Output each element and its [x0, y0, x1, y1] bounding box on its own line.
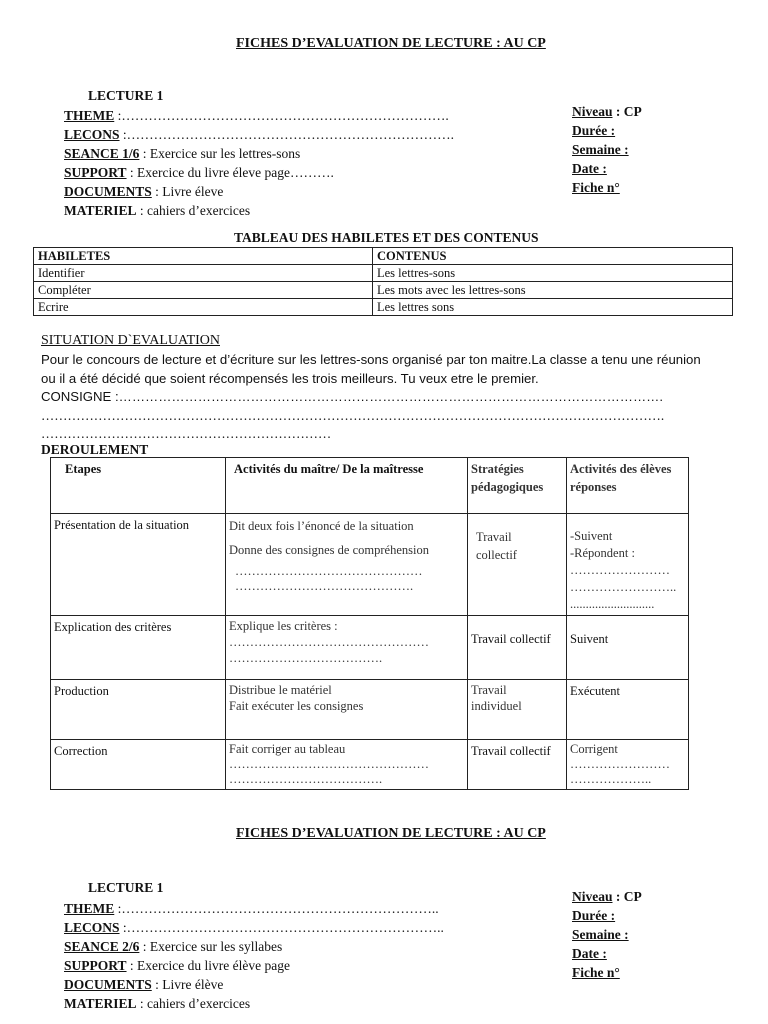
maitre-line: Explique les critères :: [229, 619, 338, 633]
table-cell: Suivent: [567, 616, 689, 680]
theme-value: :……………………………………………………………….: [114, 108, 449, 123]
theme-label: THEME: [64, 108, 115, 123]
strategie-line: individuel: [471, 699, 522, 713]
table-cell: Travail collectif: [468, 740, 567, 790]
maitre-dots: …………………………………………: [229, 635, 429, 649]
date-label: Date :: [572, 161, 607, 176]
situation-title: SITUATION D`EVALUATION: [41, 333, 220, 348]
table-row: [51, 740, 689, 790]
table-row: [34, 282, 733, 299]
table-header-cell: [567, 458, 689, 514]
materiel-value: : cahiers d’exercices: [136, 996, 251, 1011]
table-cell: [226, 616, 468, 680]
table-header-cell: HABILETES: [34, 248, 373, 265]
eleves-dots: ………………..: [570, 772, 652, 786]
table-cell: Ecrire: [34, 299, 373, 316]
documents-label: DOCUMENTS: [64, 184, 152, 199]
theme-label: THEME: [64, 901, 115, 916]
document-title-2: FICHES D’EVALUATION DE LECTURE : AU CP: [236, 826, 546, 841]
eleves-line: Corrigent: [570, 742, 618, 756]
table-cell: [226, 740, 468, 790]
documents-label: DOCUMENTS: [64, 977, 152, 992]
documents-value: : Livre élève: [151, 977, 224, 992]
niveau-value: : CP: [612, 889, 642, 904]
maitre-dots: …………………………………………: [229, 757, 429, 771]
deroulement-table: [50, 457, 689, 790]
strategie-line: Travail: [476, 530, 512, 544]
table-cell: Exécutent: [567, 680, 689, 740]
fiche-label: Fiche n°: [572, 180, 620, 195]
deroulement-title: DEROULEMENT: [41, 442, 149, 457]
maitre-line: Distribue le matériel: [229, 683, 332, 697]
table-row: [51, 680, 689, 740]
semaine-label: Semaine :: [572, 142, 629, 157]
table-row: [34, 299, 733, 316]
table-cell: [468, 680, 567, 740]
maitre-line: Donne des consignes de compréhension: [229, 543, 429, 557]
table-header-row: [51, 458, 689, 514]
table-header-cell: Activités du maître/ De la maîtresse: [226, 458, 468, 514]
habiletes-table: [33, 247, 733, 316]
documents-value: : Livre éleve: [151, 184, 224, 199]
niveau-line-2: [572, 887, 642, 906]
eleves-dots: ……………………: [570, 757, 670, 771]
table-cell: [226, 514, 468, 616]
theme-line-2: [64, 899, 439, 918]
strategie-line: collectif: [476, 548, 517, 562]
maitre-dots: …………………………………….: [235, 579, 414, 593]
table-cell: Production: [51, 680, 226, 740]
support-line: [64, 163, 334, 182]
table-cell: Correction: [51, 740, 226, 790]
lecons-label: LECONS: [64, 127, 120, 142]
table-cell: Identifier: [34, 265, 373, 282]
niveau-value: : CP: [612, 104, 642, 119]
table-cell: [226, 680, 468, 740]
table-cell: Explication des critères: [51, 616, 226, 680]
seance-value: : Exercice sur les syllabes: [139, 939, 283, 954]
table-cell: Travail collectif: [468, 616, 567, 680]
maitre-dots: ……………………………….: [229, 772, 383, 786]
theme-value: :……………………………………………………………..: [114, 901, 439, 916]
seance-label: SEANCE 2/6: [64, 939, 140, 954]
niveau-label: Niveau: [572, 104, 613, 119]
table-row: [51, 514, 689, 616]
duree-label: Durée :: [572, 123, 616, 138]
table-cell: Compléter: [34, 282, 373, 299]
fiche-label-2: Fiche n°: [572, 965, 620, 980]
eleves-line: -Suivent: [570, 529, 613, 543]
eleves-header-line-1: Activités des élèves: [570, 462, 672, 476]
situation-text-line-1: Pour le concours de lecture et d’écriture sur les lettres-sons organisé par ton maitre.La classe a tenu une réunion: [41, 352, 701, 367]
table-row: [51, 616, 689, 680]
table-header-cell: Etapes: [51, 458, 226, 514]
materiel-label: MATERIEL: [64, 996, 137, 1011]
support-label: SUPPORT: [64, 165, 127, 180]
table-header-cell: CONTENUS: [373, 248, 733, 265]
seance-value: : Exercice sur les lettres-sons: [139, 146, 301, 161]
table-cell: Présentation de la situation: [51, 514, 226, 616]
eleves-header-line-2: réponses: [570, 480, 617, 494]
consigne-line: CONSIGNE :…………………………………………………………………………………………………………….: [41, 389, 664, 404]
habiletes-table-title: TABLEAU DES HABILETES ET DES CONTENUS: [234, 230, 539, 245]
consigne-dots-2: …………………………………………………………: [41, 426, 332, 441]
lecons-line-2: [64, 918, 444, 937]
documents-line-2: [64, 975, 223, 994]
lecons-value: :……………………………………………………………..: [119, 920, 444, 935]
maitre-dots: ……………………………….: [229, 651, 383, 665]
maitre-line: Dit deux fois l’énoncé de la situation: [229, 519, 414, 533]
table-cell: [567, 514, 689, 616]
maitre-dots: ………………………………………: [235, 564, 423, 578]
consigne-dots-1: …………………………………………………………………………………………………………………………….: [41, 408, 665, 423]
support-value: : Exercice du livre élève page: [126, 958, 290, 973]
date-label-2: Date :: [572, 946, 607, 961]
lecture-heading-2: LECTURE 1: [88, 880, 164, 895]
materiel-line: [64, 201, 250, 220]
eleves-dots: ……………………: [570, 563, 670, 577]
strategie-line: Travail: [471, 683, 507, 697]
eleves-dots: ……………………..: [570, 580, 677, 594]
eleves-dots: ...........................: [570, 597, 655, 611]
seance-label: SEANCE 1/6: [64, 146, 140, 161]
theme-line: [64, 106, 449, 125]
table-header-cell: [468, 458, 567, 514]
duree-label-2: Durée :: [572, 908, 616, 923]
niveau-line: [572, 102, 642, 121]
documents-line: [64, 182, 223, 201]
table-header-row: [34, 248, 733, 265]
eleves-line: -Répondent :: [570, 546, 635, 560]
niveau-label: Niveau: [572, 889, 613, 904]
table-cell: [567, 740, 689, 790]
materiel-value: : cahiers d’exercices: [136, 203, 251, 218]
semaine-label-2: Semaine :: [572, 927, 629, 942]
maitre-line: Fait exécuter les consignes: [229, 699, 364, 713]
lecture-heading: LECTURE 1: [88, 88, 164, 103]
table-cell: Les lettres-sons: [373, 265, 733, 282]
situation-text-line-2: ou il a été décidé que soient récompensés les trois meilleurs. Tu veux etre le premier.: [41, 371, 539, 386]
maitre-line: Fait corriger au tableau: [229, 742, 346, 756]
support-line-2: [64, 956, 290, 975]
materiel-line-2: [64, 994, 250, 1013]
materiel-label: MATERIEL: [64, 203, 137, 218]
table-cell: Les mots avec les lettres-sons: [373, 282, 733, 299]
table-cell: [468, 514, 567, 616]
support-label: SUPPORT: [64, 958, 127, 973]
lecons-value: :……………………………………………………………….: [119, 127, 455, 142]
strategies-header-line-2: pédagogiques: [471, 480, 544, 494]
lecons-label: LECONS: [64, 920, 120, 935]
table-row: [34, 265, 733, 282]
document-title: FICHES D’EVALUATION DE LECTURE : AU CP: [236, 36, 546, 51]
support-value: : Exercice du livre éleve page……….: [126, 165, 334, 180]
table-cell: Les lettres sons: [373, 299, 733, 316]
seance-line: [64, 144, 300, 163]
strategies-header-line-1: Stratégies: [471, 462, 524, 476]
lecons-line: [64, 125, 454, 144]
seance-line-2: [64, 937, 282, 956]
